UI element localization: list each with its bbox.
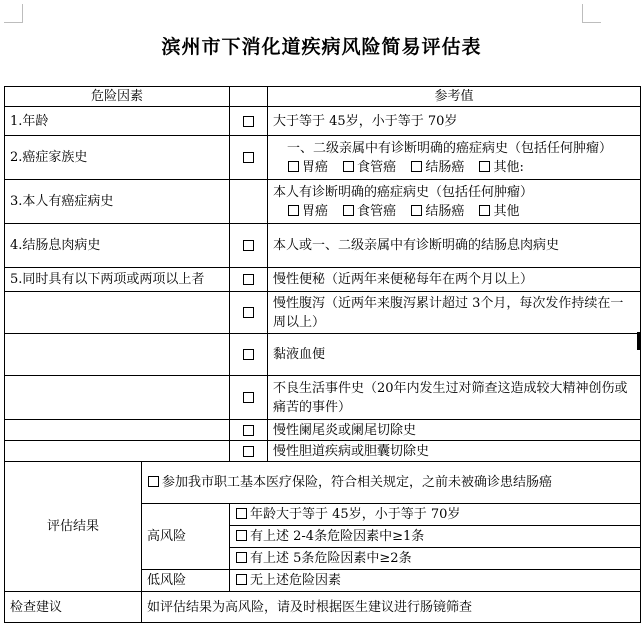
sub-item-checkbox[interactable] — [243, 446, 254, 457]
option-other[interactable]: 其他: — [478, 160, 523, 175]
empty-cell — [5, 292, 230, 334]
empty-cell — [5, 334, 230, 376]
option-stomach-cancer[interactable]: 胃癌 — [287, 160, 328, 175]
factor-reference: 大于等于 45岁，小于等于 70岁 — [268, 107, 641, 136]
option-other[interactable]: 其他 — [478, 204, 519, 219]
sub-item-text: 黏液血便 — [268, 334, 641, 376]
page-corner-mark-right — [582, 4, 601, 23]
option-colon-cancer[interactable]: 结肠癌 — [410, 160, 464, 175]
sub-item-checkbox[interactable] — [243, 392, 254, 403]
sub-item-row — [5, 441, 641, 462]
sub-item-text: 慢性腹泻（近两年来腹泻累计超过 3个月，每次发作持续在一周以上） — [268, 292, 641, 334]
option-esophageal-cancer[interactable]: 食管癌 — [342, 204, 396, 219]
factor-label: 2.癌症家族史 — [5, 136, 230, 180]
advice-text: 如评估结果为高风险，请及时根据医生建议进行肠镜筛查 — [142, 592, 641, 623]
sub-item-text: 慢性阑尾炎或阑尾切除史 — [268, 420, 641, 441]
factor-checkbox-constipation[interactable] — [243, 274, 254, 285]
factor-label: 3.本人有癌症病史 — [5, 180, 230, 224]
high-risk-option[interactable]: 有上述 5条危险因素中≥2条 — [230, 548, 641, 570]
sub-item-text: 不良生活事件史（20年内发生过对筛查这造成较大精神创伤或痛苦的事件） — [268, 376, 641, 420]
empty-cell — [5, 420, 230, 441]
sub-item-text: 慢性胆道疾病或胆囊切除史 — [268, 441, 641, 462]
factor-checkbox-family-history[interactable] — [243, 152, 254, 163]
factor-row-age — [5, 107, 641, 136]
factor-reference: 本人有诊断明确的癌症病史（包括任何肿瘤） 胃癌 食管癌 结肠癌 其他 — [268, 180, 641, 224]
advice-label: 检查建议 — [5, 592, 142, 623]
empty-check-cell — [230, 180, 268, 224]
high-risk-label: 高风险 — [142, 504, 230, 570]
low-risk-option[interactable]: 无上述危险因素 — [230, 570, 641, 592]
factor-row-family-history — [5, 136, 641, 180]
option-esophageal-cancer[interactable]: 食管癌 — [342, 160, 396, 175]
page-corner-mark-left — [4, 4, 23, 23]
factor-reference: 慢性便秘（近两年来便秘每年在两个月以上） — [268, 268, 641, 292]
evaluation-note[interactable]: 参加我市职工基本医疗保险，符合相关规定，之前未被确诊患结肠癌 — [142, 462, 641, 504]
sub-item-row — [5, 376, 641, 420]
advice-row — [5, 592, 641, 623]
risk-assessment-table — [4, 86, 641, 623]
empty-cell — [5, 376, 230, 420]
factor-checkbox-polyp-history[interactable] — [243, 240, 254, 251]
sub-item-checkbox[interactable] — [243, 307, 254, 318]
sub-item-row — [5, 334, 641, 376]
sub-item-checkbox[interactable] — [243, 425, 254, 436]
evaluation-note-row — [5, 462, 641, 504]
factor-label: 4.结肠息肉病史 — [5, 224, 230, 268]
factor-reference: 一、二级亲属中有诊断明确的癌症病史（包括任何肿瘤） 胃癌 食管癌 结肠癌 其他: — [268, 136, 641, 180]
high-risk-option[interactable]: 有上述 2-4条危险因素中≥1条 — [230, 526, 641, 548]
option-colon-cancer[interactable]: 结肠癌 — [410, 204, 464, 219]
header-factor: 危险因素 — [5, 87, 230, 107]
header-row — [5, 87, 641, 107]
page-title: 滨州市下消化道疾病风险简易评估表 — [161, 36, 482, 58]
factor-row-multiple — [5, 268, 641, 292]
factor-reference: 本人或一、二级亲属中有诊断明确的结肠息肉病史 — [268, 224, 641, 268]
factor-label: 1.年龄 — [5, 107, 230, 136]
factor-checkbox-age[interactable] — [243, 116, 254, 127]
header-reference: 参考值 — [268, 87, 641, 107]
sub-item-checkbox[interactable] — [243, 349, 254, 360]
option-stomach-cancer[interactable]: 胃癌 — [287, 204, 328, 219]
empty-cell — [5, 441, 230, 462]
header-check — [230, 87, 268, 107]
factor-row-polyp-history — [5, 224, 641, 268]
high-risk-option[interactable]: 年龄大于等于 45岁，小于等于 70岁 — [230, 504, 641, 526]
sub-item-row — [5, 292, 641, 334]
low-risk-label: 低风险 — [142, 570, 230, 592]
sub-item-row — [5, 420, 641, 441]
factor-row-personal-history — [5, 180, 641, 224]
evaluation-label: 评估结果 — [5, 462, 142, 592]
factor-label: 5.同时具有以下两项或两项以上者 — [5, 268, 230, 292]
